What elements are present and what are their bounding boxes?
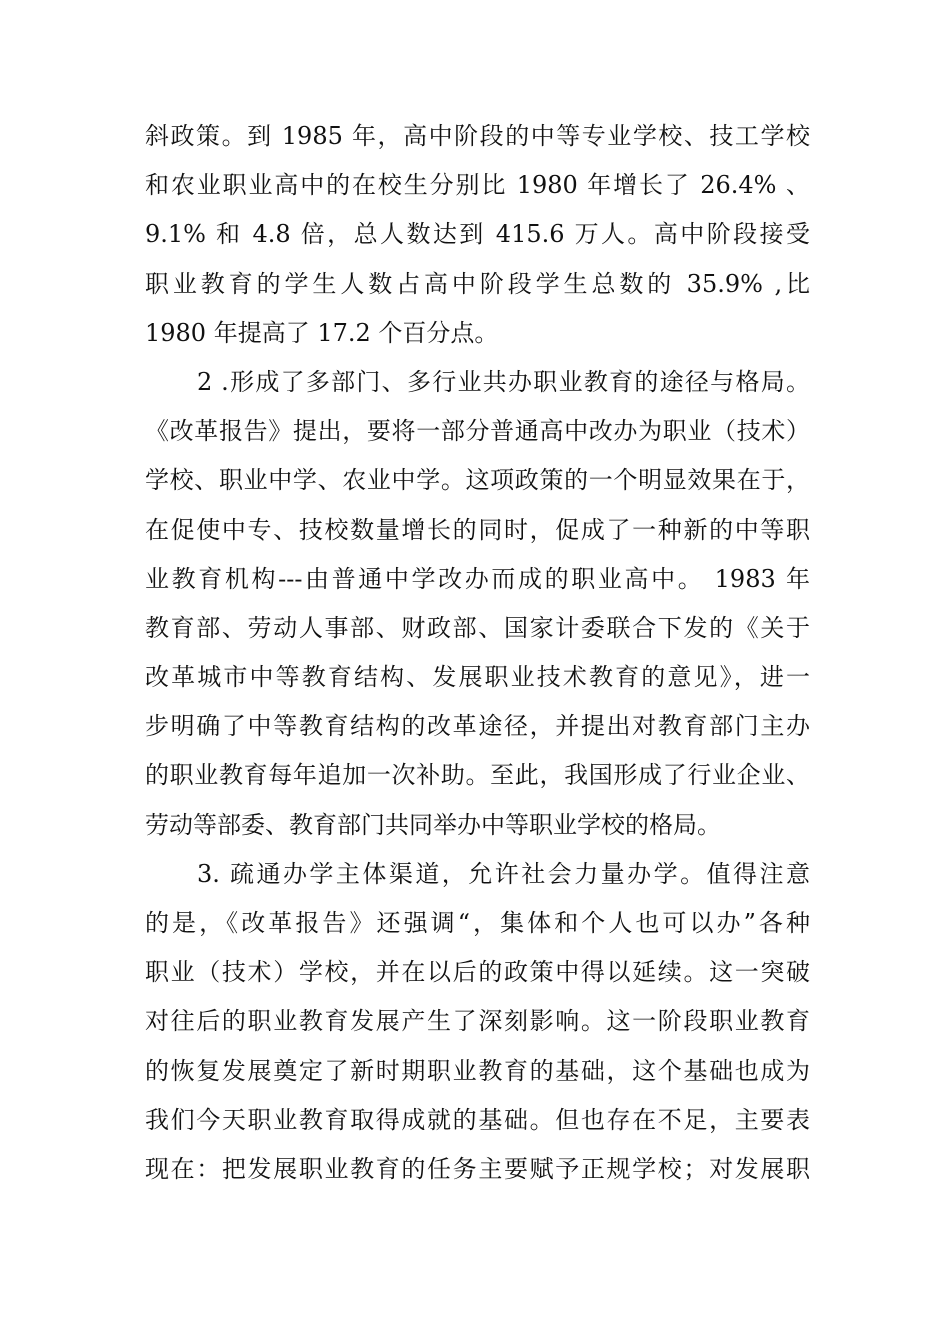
text-line: 1980 年提高了 17.2 个百分点。 (145, 318, 499, 347)
text-line: 在促使中专、技校数量增长的同时，促成了一种新的中等职 (145, 515, 810, 544)
text-line: 《改革报告》提出，要将一部分普通高中改办为职业（技术） (145, 417, 810, 446)
text-line: 职业（技术）学校，并在以后的政策中得以延续。这一突破 (145, 958, 810, 987)
text-line: 的是，《改革报告》还强调“，集体和个人也可以办”各种 (145, 909, 810, 937)
text-line: 业教育机构---由普通中学改办而成的职业高中。 1983 年 (145, 564, 810, 593)
text-line: 职业教育的学生人数占高中阶段学生总数的 35.9% ,比 (145, 269, 810, 298)
text-line: 的恢复发展奠定了新时期职业教育的基础，这个基础也成为 (145, 1056, 810, 1085)
text-line: 我们今天职业教育取得成就的基础。但也存在不足，主要表 (145, 1105, 810, 1134)
paragraph-heading-2: 2 .形成了多部门、多行业共办职业教育的途径与格局。 (197, 367, 810, 396)
text-line: 步明确了中等教育结构的改革途径，并提出对教育部门主办 (145, 712, 810, 741)
text-line: 学校、职业中学、农业中学。这项政策的一个明显效果在于， (145, 466, 810, 495)
text-line: 对往后的职业教育发展产生了深刻影响。这一阶段职业教育 (145, 1007, 810, 1036)
text-line: 劳动等部委、教育部门共同举办中等职业学校的格局。 (145, 810, 721, 839)
text-line: 现在：把发展职业教育的任务主要赋予正规学校；对发展职 (145, 1154, 810, 1183)
text-line: 9.1% 和 4.8 倍，总人数达到 415.6 万人。高中阶段接受 (145, 220, 810, 249)
text-line: 的职业教育每年追加一次补助。至此，我国形成了行业企业、 (145, 761, 810, 790)
text-line: 教育部、劳动人事部、财政部、国家计委联合下发的《关于 (145, 613, 810, 642)
paragraph-heading-3: 3. 疏通办学主体渠道，允许社会力量办学。值得注意 (197, 859, 810, 888)
body-text (145, 112, 810, 1194)
text-line: 和农业职业高中的在校生分别比 1980 年增长了 26.4% 、 (145, 171, 810, 200)
text-line: 改革城市中等教育结构、发展职业技术教育的意见》，进一 (145, 663, 810, 692)
text-line: 斜政策。到 1985 年，高中阶段的中等专业学校、技工学校 (145, 122, 810, 150)
